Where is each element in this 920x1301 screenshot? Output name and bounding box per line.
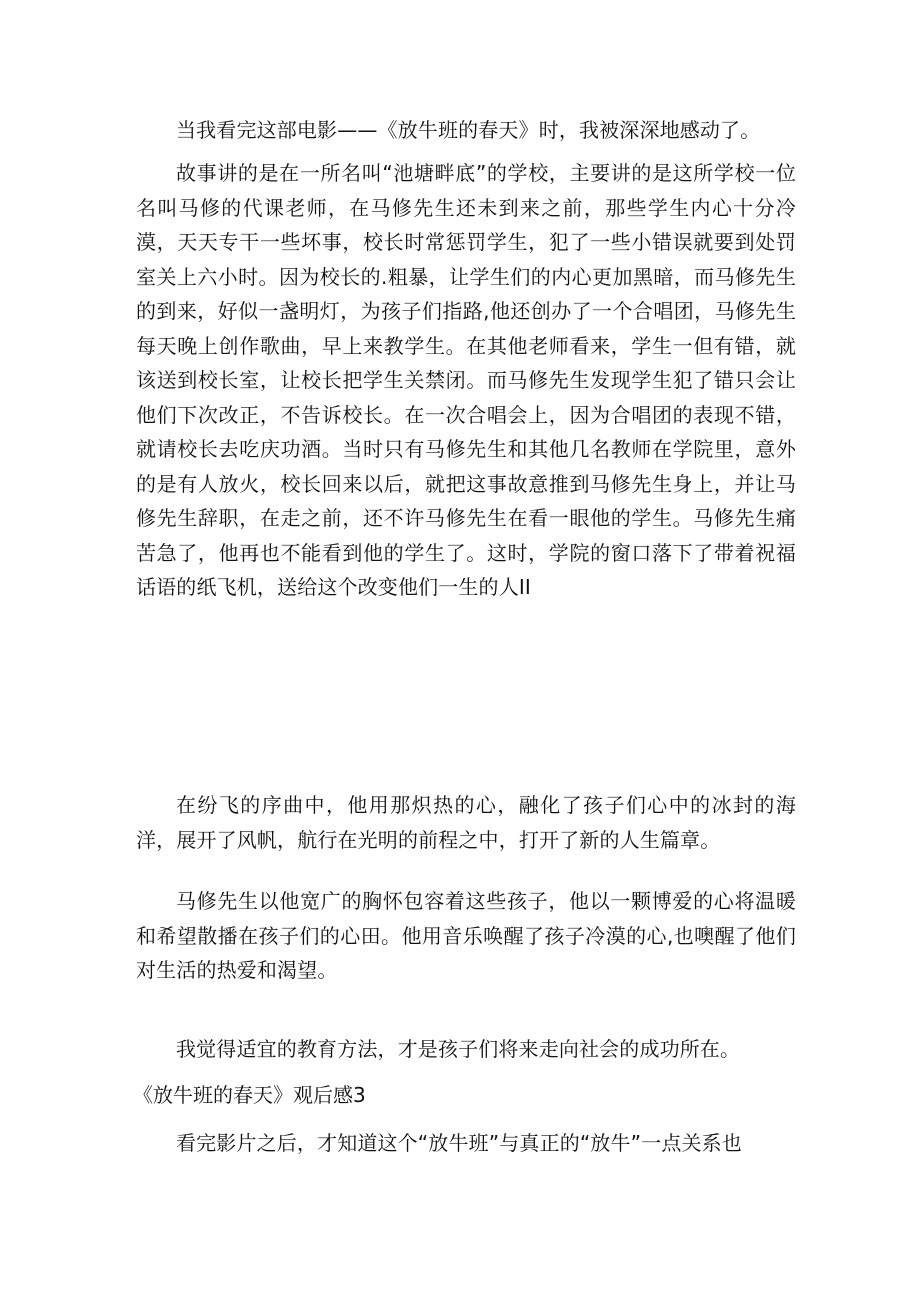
paragraph-prelude: 在纷飞的序曲中，他用那炽热的心，融化了孩子们心中的冰封的海洋，展开了风帆，航行在光明的前程之中，打开了新的人生篇章。 [136, 793, 796, 852]
paragraph-story: 故事讲的是在一所名叫“池塘畔底”的学校，主要讲的是这所学校一位名叫马修的代课老师，在马修先生还未到来之前，那些学生内心十分冷漠，天天专干一些坏事，校长时常惩罚学生，犯了一些小错误就要到处罚室关上六小时。因为校长的.粗暴，让学生们的内心更加黑暗，而马修先生的到来，好似一盏明灯，为孩子们指路,他还创办了一个合唱团，马修先生每天晚上创作歌曲，早上来教学生。在其他老师看来，学生一但有错，就该送到校长室，让校长把学生关禁闭。而马修先生发现学生犯了错只会让他们下次改正，不告诉校长。在一次合唱会上，因为合唱团的表现不错，就请校长去吃庆功酒。当时只有马修先生和其他几名教师在学院里，意外的是有人放火，校长回来以后，就把这事故意推到马修先生身上，并让马修先生辞职，在走之前，还不许马修先生在看一眼他的学生。马修先生痛苦急了，他再也不能看到他的学生了。这时，学院的窗口落下了带着祝福话语的纸飞机，送给这个改变他们一生的人II [136, 161, 796, 599]
paragraph-continuation: 看完影片之后，才知道这个“放牛班”与真正的“放牛”一点关系也 [176, 1131, 742, 1155]
paragraph-conclusion: 我觉得适宜的教育方法，才是孩子们将来走向社会的成功所在。 [176, 1037, 741, 1061]
section-title: 《放牛班的春天》观后感3 [133, 1083, 366, 1107]
paragraph-intro: 当我看完这部电影——《放牛班的春天》时，我被深深地感动了。 [176, 118, 761, 142]
paragraph-mathieu: 马修先生以他宽广的胸怀包容着这些孩子，他以一颗博爱的心将温暖和希望散播在孩子们的心田。他用音乐唤醒了孩子冷漠的心,也噢醒了他们对生活的热爱和渴望。 [136, 889, 796, 982]
